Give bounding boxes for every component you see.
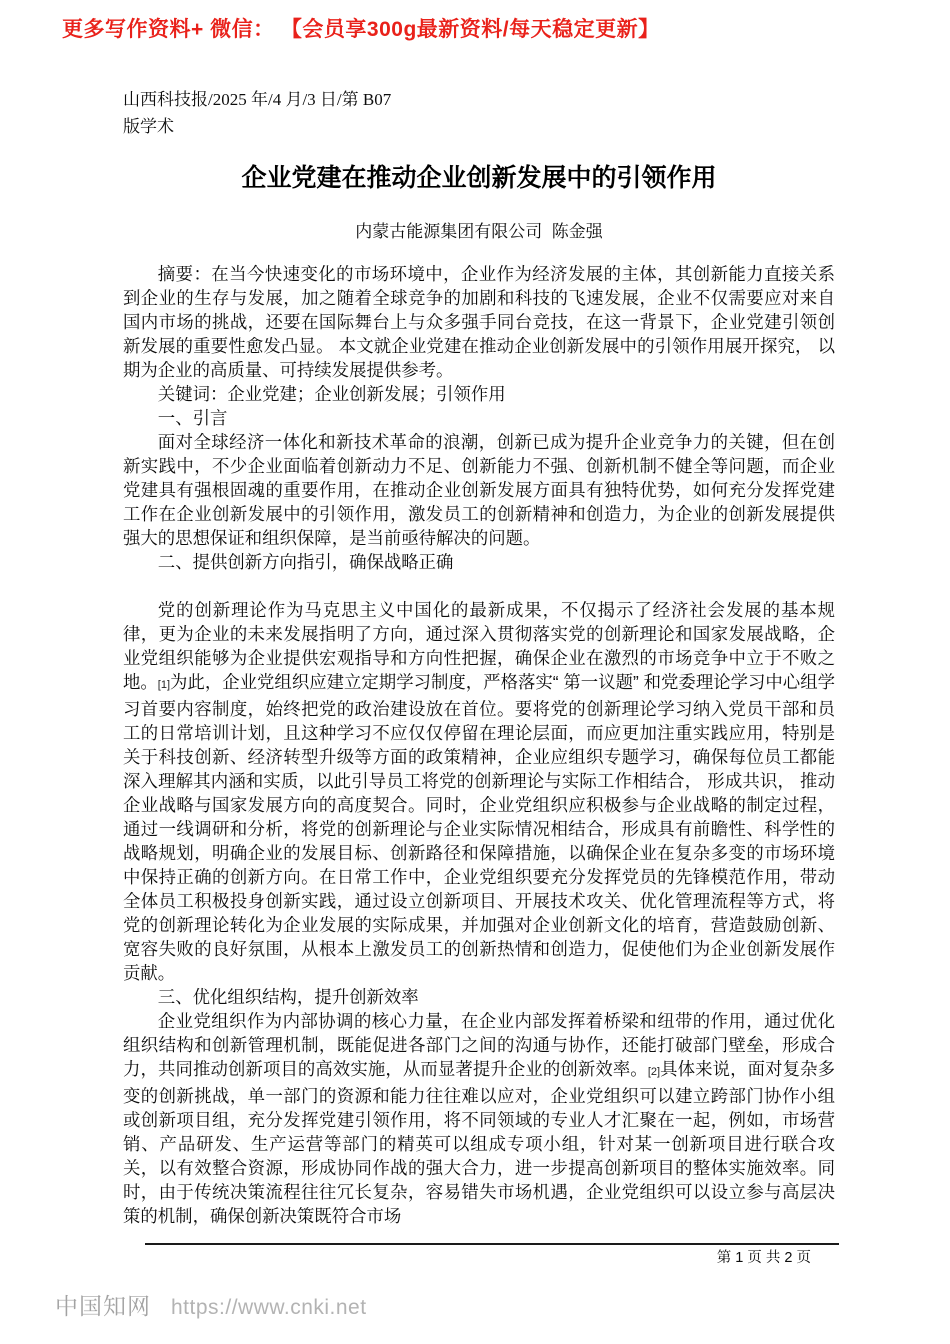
publication-source-line2: 版学术 bbox=[123, 117, 174, 136]
article-title: 企业党建在推动企业创新发展中的引领作用 bbox=[241, 164, 717, 192]
cnki-watermark bbox=[55, 1288, 367, 1321]
article-body bbox=[123, 262, 835, 1270]
publication-source-line1: 山西科技报/2025 年/4 月/3 日/第 B07 bbox=[123, 90, 392, 109]
article-byline: 内蒙古能源集团有限公司 陈金强 bbox=[355, 222, 603, 241]
section2-text-after-citation: 为此，企业党组织应建立定期学习制度，严格落实“ 第一议题” 和党委理论学习中心组学习首要内容制度，始终把党的政治建设放在首位。要将党的创新理论学习纳入党员干部和员工的日常培训计划，且这种学习不应仅仅停留在理论层面，而应更加注重实践应用，特别是关于科技创新、经济转型升级等方面的政策精神，企业应组织专题学习，确保每位员工都能深入理解其内涵和实质，以此引导员工将党的创新理论与实际工作相结合， 形成共识， 推动企业战略与国家发展方向的高度契合。同时，企业党组织应积极参与企业战略的制定过程，通过一线调研和分析，将党的创新理论与企业实际情况相结合，形成具有前瞻性、科学性的战略规划，明确企业的发展目标、创新路径和保障措施，以确保企业在复杂多变的市场环境中保持正确的创新方向。在日常工作中，企业党组织要充分发挥党员的先锋模范作用，带动全体员工积极投身创新实践，通过设立创新项目、开展技术攻关、优化管理流程等方式，将党的创新理论转化为企业发展的实际成果，并加强对企业创新文化的培育，营造鼓励创新、宽容失败的良好氛围，从根本上激发员工的创新热情和创造力，促使他们为企业创新发展作贡献。 bbox=[123, 672, 835, 983]
abstract-paragraph: 摘要：在当今快速变化的市场环境中，企业作为经济发展的主体，其创新能力直接关系到企业的生存与发展，加之随着全球竞争的加剧和科技的飞速发展，企业不仅需要应对来自国内市场的挑战，还要在国际舞台上与众多强手同台竞技，在这一背景下，企业党建引领创新发展的重要性愈发凸显。 本文就企业党建在推动企业创新发展中的引领作用展开探究， 以期为企业的高质量、可持续发展提供参考。 bbox=[123, 264, 835, 380]
section2-paragraph bbox=[123, 598, 835, 985]
section3-text-after-citation: 具体来说，面对复杂多变的创新挑战，单一部门的资源和能力往往难以应对，企业党组织可以建立跨部门协作小组或创新项目组，充分发挥党建引领作用，将不同领域的专业人才汇聚在一起，例如，市场营销、产品研发、生产运营等部门的精英可以组成专项小组，针对某一创新项目进行联合攻关，以有效整合资源，形成协同作战的强大合力，进一步提高创新项目的整体实施效率。同时，由于传统决策流程往往冗长复杂，容易错失市场机遇，企业党组织可以设立参与高层决策的机制，确保创新决策既符合市场 bbox=[123, 1059, 835, 1226]
cnki-url: https://www.cnki.net bbox=[171, 1296, 367, 1319]
section1-paragraph: 面对全球经济一体化和新技术革命的浪潮，创新已成为提升企业竞争力的关键，但在创新实践中，不少企业面临着创新动力不足、创新能力不强、创新机制不健全等问题，而企业党建具有强根固魂的重要作用，在推动企业创新发展方面具有独特优势，如何充分发挥党建工作在企业创新发展中的引领作用，激发员工的创新精神和创造力，为企业的创新发展提供强大的思想保证和组织保障，是当前亟待解决的问题。 bbox=[123, 432, 835, 548]
page-indicator: 第 1 页 共 2 页 bbox=[716, 1250, 811, 1266]
promo-banner-text: 更多写作资料+ 微信： 【会员享300g最新资料/每天稳定更新】 bbox=[62, 18, 660, 41]
keywords-line: 关键词：企业党建；企业创新发展；引领作用 bbox=[157, 384, 506, 404]
section2-heading: 二、提供创新方向指引，确保战略正确 bbox=[157, 552, 454, 572]
section1-heading: 一、引言 bbox=[157, 408, 228, 428]
footer-divider bbox=[145, 1243, 839, 1245]
section2-text-before-citation: 党的创新理论作为马克思主义中国化的最新成果，不仅揭示了经济社会发展的基本规律，更为企业的未来发展指明了方向，通过深入贯彻落实党的创新理论和国家发展战略，企业党组织能够为企业提供宏观指导和方向性把握，确保企业在激烈的市场竞争中立于不败之地。 bbox=[123, 600, 835, 692]
cnki-brand-logo: 中国知网 bbox=[55, 1293, 151, 1319]
publication-source bbox=[123, 86, 391, 140]
section3-text-before-citation: 企业党组织作为内部协调的核心力量，在企业内部发挥着桥梁和纽带的作用，通过优化组织结构和创新管理机制，既能促进各部门之间的沟通与协作，还能打破部门壁垒，形成合力，共同推动创新项目的高效实施，从而显著提升企业的创新效率。 bbox=[123, 1011, 835, 1079]
section3-paragraph bbox=[123, 1009, 835, 1228]
citation-marker-2: [2] bbox=[647, 1066, 661, 1078]
section3-heading: 三、优化组织结构，提升创新效率 bbox=[157, 987, 419, 1007]
citation-marker-1: [1] bbox=[157, 679, 171, 691]
